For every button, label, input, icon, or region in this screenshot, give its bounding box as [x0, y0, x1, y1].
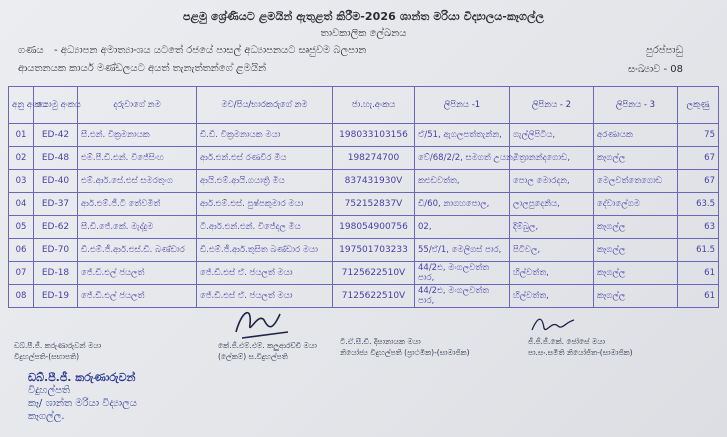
row-parent-name: ජේ.ඩී.එස් ඒ. ජයලත් මයා	[197, 285, 333, 308]
table-row	[9, 124, 719, 147]
row-marks: 63.5	[678, 193, 719, 216]
row-no: 01	[9, 124, 34, 147]
row-address1: වේ/68/2/2, සමගත් උයන,	[415, 147, 510, 170]
row-address2: ගැල්ලිපිටිය,	[510, 124, 594, 147]
row-ref: ED-62	[34, 216, 78, 239]
row-address2: දිම්බුල,	[510, 216, 594, 239]
stamp-line-3: කෑ/ ශාන්ත මරියා විද්‍යාලය	[28, 398, 137, 409]
row-address3: කෑගල්ල	[594, 216, 678, 239]
col-header-parent: මව/පිය/භාරකරුගේ නම	[197, 87, 333, 124]
col-header-child: දරුවාගේ නම	[78, 87, 197, 124]
row-address2: මිත්‍රානන්දගොඩ,	[510, 147, 594, 170]
row-address3: කෑගල්ල	[594, 262, 678, 285]
stamp-line-4: කෑගල්ල.	[28, 411, 65, 422]
signatory-role: (ලේකම්) ස.විදුහල්පති	[218, 352, 288, 361]
row-no: 06	[9, 239, 34, 262]
row-address3: කෑගල්ල	[594, 147, 678, 170]
row-child-name: ජේ.ඩී.එල් ජයලත්	[78, 285, 197, 308]
table-row	[9, 262, 719, 285]
row-nic: 752152837V	[333, 193, 415, 216]
category-line-2: ආයතනයක කාර්ය මණ්ඩලයට අයත් තැනැත්තන්ගේ ළමයින්	[18, 63, 267, 74]
row-parent-name: ඩී.ඩී. වික්‍රමනායක මයා	[197, 124, 333, 147]
category-text: - අධ්‍යාපන අමාත්‍යාංශය යටතේ රජයේ පාසල් අධ්‍යාපනයට සෘජුවම බලපාන	[54, 45, 367, 56]
row-address3: මෙලවත්තෙගොඩ	[594, 170, 678, 193]
row-address3: අරණායක	[594, 124, 678, 147]
row-marks: 67	[678, 170, 719, 193]
table-row	[9, 170, 719, 193]
row-no: 02	[9, 147, 34, 170]
table-row	[9, 193, 719, 216]
row-parent-name: ටී.ආර්.එන්.එන්. විජේදල මිය	[197, 216, 333, 239]
row-marks: 75	[678, 124, 719, 147]
row-address2: හිල්වත්ත,	[510, 262, 594, 285]
stamp-line-1: ඩබ්.පී.ජී. කරුණාරුවන්	[28, 371, 136, 384]
row-child-name: සී.ඩී.ජේ.කේ. මැද්දුම	[78, 216, 197, 239]
row-child-name: ඩී.එම්.ජී.ආර්.එස්.ඩී. බණ්ඩාර	[78, 239, 197, 262]
row-marks: 63	[678, 216, 719, 239]
row-nic: 837431930V	[333, 170, 415, 193]
row-address3: කෑගල්ල	[594, 239, 678, 262]
table-row	[9, 147, 719, 170]
row-nic: 7125622510V	[333, 285, 415, 308]
row-ref: ED-70	[34, 239, 78, 262]
row-marks: 67	[678, 147, 719, 170]
row-nic: 197501703233	[333, 239, 415, 262]
row-parent-name: ඩී.එම්.ජී.ආර්.තුසිත බණ්ඩාර මයා	[197, 239, 333, 262]
signature-sdc-representative	[528, 336, 633, 358]
vacancies-count: සංඛ්‍යාව - 08	[627, 64, 683, 75]
col-header-nic: ජා.හැ.අංකය	[333, 87, 415, 124]
stamp-line-2: විදුහල්පති	[28, 385, 71, 396]
row-address2: පොල මොරදන,	[510, 170, 594, 193]
row-ref: ED-19	[34, 285, 78, 308]
col-header-address2: ලිපිනය - 2	[510, 87, 594, 124]
row-ref: ED-37	[34, 193, 78, 216]
col-header-marks: ලකුණු	[678, 87, 719, 124]
signatory-role: නියෝජ්‍ය විදුහල්පති (ප්‍රාථමික)-(සාමාජික)	[340, 348, 470, 357]
row-address1: ඩී/60, නාගහපොල,	[415, 193, 510, 216]
row-marks: 61.5	[678, 239, 719, 262]
row-address1: කළුඩවත්ත,	[415, 170, 510, 193]
row-address2: පිටිවල,	[510, 239, 594, 262]
signatory-role: විදුහල්පති-(සභාපති)	[14, 352, 80, 361]
row-child-name: ජේ.ඩී.එල් ජයලත්	[78, 262, 197, 285]
row-address1: 44/2එ, මංගලවත්ත පාර,	[415, 262, 510, 285]
row-ref: ED-42	[34, 124, 78, 147]
admissions-table	[8, 86, 719, 308]
col-header-no: අනු අංකය	[9, 87, 34, 124]
row-parent-name: ආර්.එම්.එස්. පුෂ්පකුමාර මයා	[197, 193, 333, 216]
row-nic: 198054900756	[333, 216, 415, 239]
category-line	[18, 45, 366, 56]
signature-scribble-2	[228, 302, 298, 344]
table-row	[9, 285, 719, 308]
row-nic: 198033103156	[333, 124, 415, 147]
signature-secretary	[218, 340, 317, 362]
signatory-name: ටී.ඒ.සී.ඩී. දිසානායක මයා	[340, 337, 421, 346]
signatory-role: පා.සං.සමිති නියෝජිත-(සාමාජික)	[528, 348, 633, 357]
row-address1: 55/ඒ/1, මෙලිගස් පාර,	[415, 239, 510, 262]
row-ref: ED-40	[34, 170, 78, 193]
signatory-name: ඩබ්.පී.ජී. කරුණාරුවන් මයා	[14, 341, 102, 350]
signature-scribble-4	[528, 312, 578, 338]
row-marks: 61	[678, 285, 719, 308]
row-no: 05	[9, 216, 34, 239]
table-header-row	[9, 87, 719, 124]
row-address1: 44/2එ, මංගලවත්ත පාර,	[415, 285, 510, 308]
row-address3: කෑගල්ල	[594, 285, 678, 308]
row-parent-name: ආයි.එම්.ආයි.ගයාත්‍රි මිය	[197, 170, 333, 193]
row-child-name: සී.එන්. වික්‍රමනායක	[78, 124, 197, 147]
row-no: 03	[9, 170, 34, 193]
row-address3: දේවාලේගම	[594, 193, 678, 216]
row-no: 07	[9, 262, 34, 285]
row-parent-name: ආර්.එන්.එස් රණවීර මිය	[197, 147, 333, 170]
row-no: 04	[9, 193, 34, 216]
row-child-name: එම්.ආර්.සේ.එස් සමරතුංග	[78, 170, 197, 193]
category-label: ගණය	[18, 45, 44, 56]
col-header-address1: ලිපිනය -1	[415, 87, 510, 124]
signature-deputy-principal	[340, 336, 470, 358]
col-header-ref: යොමු අංකය	[34, 87, 78, 124]
row-address2: ලාලපුදෙනිය,	[510, 193, 594, 216]
row-nic: 198274700	[333, 147, 415, 170]
principal-stamp	[28, 371, 137, 423]
signature-principal	[14, 340, 101, 362]
col-header-address3: ලිපිනය - 3	[594, 87, 678, 124]
document-title: පළමු ශ්‍රේණියට ළමයින් ඇතුළත් කිරීම-2026 ශාන්ත මරියා විද්‍යාලය-කෑගල්ල	[182, 10, 545, 23]
row-marks: 61	[678, 262, 719, 285]
row-ref: ED-48	[34, 147, 78, 170]
signatory-name: ජී.ජී.ජී.කේ. ජෝසේ මයා	[528, 337, 606, 346]
row-child-name: ආර්.එම්.ජී.ටී තේවමිත්	[78, 193, 197, 216]
table-row	[9, 216, 719, 239]
row-nic: 7125622510V	[333, 262, 415, 285]
document-subtitle: තාවකාලික ලේඛනය	[320, 28, 407, 39]
row-no: 08	[9, 285, 34, 308]
row-address2: හිල්වත්ත,	[510, 285, 594, 308]
row-ref: ED-18	[34, 262, 78, 285]
signatory-name: කේ.ජී.එම්.එම්. කලුආරච්චි මයා	[218, 341, 317, 350]
vacancies-label: පුරප්පාඩු	[645, 45, 683, 56]
row-parent-name: ජේ.ඩී.එස් ඒ. ජයලත් මයා	[197, 262, 333, 285]
row-address1: 02,	[415, 216, 510, 239]
row-address1: ඒ/51, ඇගලපත්තැන්න,	[415, 124, 510, 147]
row-child-name: එම්.පී.ඩී.එන්. විජේසිංහ	[78, 147, 197, 170]
table-row	[9, 239, 719, 262]
